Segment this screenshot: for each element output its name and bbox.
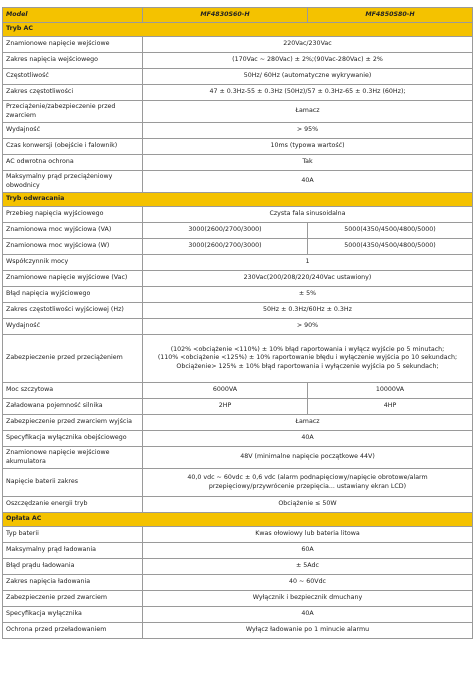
spec-value: 10ms (typowa wartość) (143, 139, 473, 155)
spec-row (3, 101, 473, 123)
spec-value: 1 (143, 255, 473, 271)
spec-value: 50Hz/ 60Hz (automatyczne wykrywanie) (143, 69, 473, 85)
spec-label: Oszczędzanie energii tryb (3, 497, 143, 513)
spec-value: 220Vac/230Vac (143, 37, 473, 53)
spec-row (3, 575, 473, 591)
spec-label: Załadowana pojemność silnika (3, 399, 143, 415)
spec-table-body (3, 8, 473, 639)
spec-value-model-1: 3000(2600/2700/3000) (143, 239, 308, 255)
spec-row (3, 319, 473, 335)
spec-label: Przebieg napięcia wyjściowego (3, 207, 143, 223)
spec-row (3, 469, 473, 497)
spec-value: 40 ~ 60Vdc (143, 575, 473, 591)
table-header-row (3, 8, 473, 23)
spec-row (3, 399, 473, 415)
spec-row (3, 287, 473, 303)
spec-value: > 90% (143, 319, 473, 335)
spec-value: 60A (143, 543, 473, 559)
section-header-row (3, 513, 473, 527)
spec-value: (102% <obciążenie <110%) ± 10% błąd raportowania i wyłącz wyjście po 5 minutach; (110% <obciążenie <125%) ± 10% raportowanie błędu i wyłączenie wyjścia po 10 sekundach; Obciążenie> 125% ± 10% błąd raportowania i wyłączenie wyjścia po 5 sekundach; (143, 335, 473, 383)
section-header-row (3, 23, 473, 37)
spec-value-model-2: 5000(4350/4500/4800/5000) (308, 223, 473, 239)
spec-label: Znamionowe napięcie wejściowe (3, 37, 143, 53)
spec-value: 40,0 vdc ~ 60vdc ± 0,6 vdc (alarm podnapięciowy/napięcie obrotowe/alarm przepięciowy/przywrócenie przepięcia... ustawiany ekran LCD) (143, 469, 473, 497)
spec-row (3, 447, 473, 469)
spec-label: Maksymalny prąd ładowania (3, 543, 143, 559)
spec-row (3, 255, 473, 271)
spec-row (3, 37, 473, 53)
spec-value: Wyłącznik i bezpiecznik dmuchany (143, 591, 473, 607)
section-title: Opłata AC (3, 513, 473, 527)
spec-value: 47 ± 0.3Hz-55 ± 0.3Hz (50Hz)/57 ± 0.3Hz-65 ± 0.3Hz (60Hz); (143, 85, 473, 101)
spec-label: Czas konwersji (obejście i falownik) (3, 139, 143, 155)
spec-row (3, 623, 473, 639)
spec-value: (170Vac ~ 280Vac) ± 2%;(90Vac-280Vac) ± 2% (143, 53, 473, 69)
section-title: Tryb AC (3, 23, 473, 37)
spec-table (2, 7, 473, 639)
spec-row (3, 239, 473, 255)
spec-label: Znamionowa moc wyjściowa (W) (3, 239, 143, 255)
spec-label: Zabezpieczenie przed zwarciem (3, 591, 143, 607)
header-model-1: MF4830S60-H (143, 8, 308, 23)
spec-value: 50Hz ± 0.3Hz/60Hz ± 0.3Hz (143, 303, 473, 319)
spec-value: 230Vac(200/208/220/240Vac ustawiony) (143, 271, 473, 287)
spec-row (3, 527, 473, 543)
spec-value: ± 5Adc (143, 559, 473, 575)
spec-row (3, 171, 473, 193)
spec-value: 40A (143, 431, 473, 447)
spec-value-model-2: 4HP (308, 399, 473, 415)
spec-label: Zabezpieczenie przed zwarciem wyjścia (3, 415, 143, 431)
spec-table-container (2, 7, 472, 639)
spec-row (3, 207, 473, 223)
spec-row (3, 139, 473, 155)
spec-row (3, 607, 473, 623)
spec-label: Specyfikacja wyłącznika obejściowego (3, 431, 143, 447)
spec-value-model-1: 3000(2600/2700/3000) (143, 223, 308, 239)
spec-value: Czysta fala sinusoidalna (143, 207, 473, 223)
spec-row (3, 415, 473, 431)
spec-value: 48V (minimalne napięcie początkowe 44V) (143, 447, 473, 469)
spec-row (3, 85, 473, 101)
spec-row (3, 123, 473, 139)
spec-row (3, 155, 473, 171)
spec-label: Zakres napięcia wejściowego (3, 53, 143, 69)
header-model-2: MF4850S80-H (308, 8, 473, 23)
spec-row (3, 431, 473, 447)
spec-value: Wyłącz ładowanie po 1 minucie alarmu (143, 623, 473, 639)
spec-row (3, 303, 473, 319)
spec-label: Specyfikacja wyłącznika (3, 607, 143, 623)
spec-row (3, 53, 473, 69)
spec-label: Zakres napięcia ładowania (3, 575, 143, 591)
spec-row (3, 543, 473, 559)
spec-label: Ochrona przed przeładowaniem (3, 623, 143, 639)
spec-label: Wydajność (3, 319, 143, 335)
spec-label: Moc szczytowa (3, 383, 143, 399)
spec-label: Znamionowe napięcie wejściowe akumulatora (3, 447, 143, 469)
spec-label: Zakres częstotliwości wyjściowej (Hz) (3, 303, 143, 319)
spec-value: Łamacz (143, 101, 473, 123)
header-model-label: Model (3, 8, 143, 23)
spec-row (3, 497, 473, 513)
spec-value-model-2: 5000(4350/4500/4800/5000) (308, 239, 473, 255)
spec-value-model-2: 10000VA (308, 383, 473, 399)
spec-label: Znamionowa moc wyjściowa (VA) (3, 223, 143, 239)
spec-row (3, 383, 473, 399)
spec-value: 40A (143, 607, 473, 623)
spec-label: Maksymalny prąd przeciążeniowy obwodnicy (3, 171, 143, 193)
spec-label: Znamionowe napięcie wyjściowe (Vac) (3, 271, 143, 287)
spec-label: Wydajność (3, 123, 143, 139)
spec-label: Typ baterii (3, 527, 143, 543)
spec-value: > 95% (143, 123, 473, 139)
section-title: Tryb odwracania (3, 193, 473, 207)
spec-row (3, 559, 473, 575)
spec-row (3, 69, 473, 85)
spec-value-model-1: 6000VA (143, 383, 308, 399)
spec-label: Zabezpieczenie przed przeciążeniem (3, 335, 143, 383)
spec-value: ± 5% (143, 287, 473, 303)
spec-label: AC odwrotna ochrona (3, 155, 143, 171)
spec-row (3, 335, 473, 383)
spec-value-model-1: 2HP (143, 399, 308, 415)
spec-value: 40A (143, 171, 473, 193)
spec-row (3, 223, 473, 239)
spec-label: Częstotliwość (3, 69, 143, 85)
spec-value: Łamacz (143, 415, 473, 431)
spec-label: Przeciążenie/zabezpieczenie przed zwarciem (3, 101, 143, 123)
spec-value: Tak (143, 155, 473, 171)
spec-label: Współczynnik mocy (3, 255, 143, 271)
spec-row (3, 591, 473, 607)
spec-value: Obciążenie ≤ 50W (143, 497, 473, 513)
spec-value: Kwas ołowiowy lub bateria litowa (143, 527, 473, 543)
section-header-row (3, 193, 473, 207)
spec-row (3, 271, 473, 287)
spec-label: Zakres częstotliwości (3, 85, 143, 101)
spec-label: Błąd napięcia wyjściowego (3, 287, 143, 303)
spec-label: Błąd prądu ładowania (3, 559, 143, 575)
spec-label: Napięcie baterii zakres (3, 469, 143, 497)
